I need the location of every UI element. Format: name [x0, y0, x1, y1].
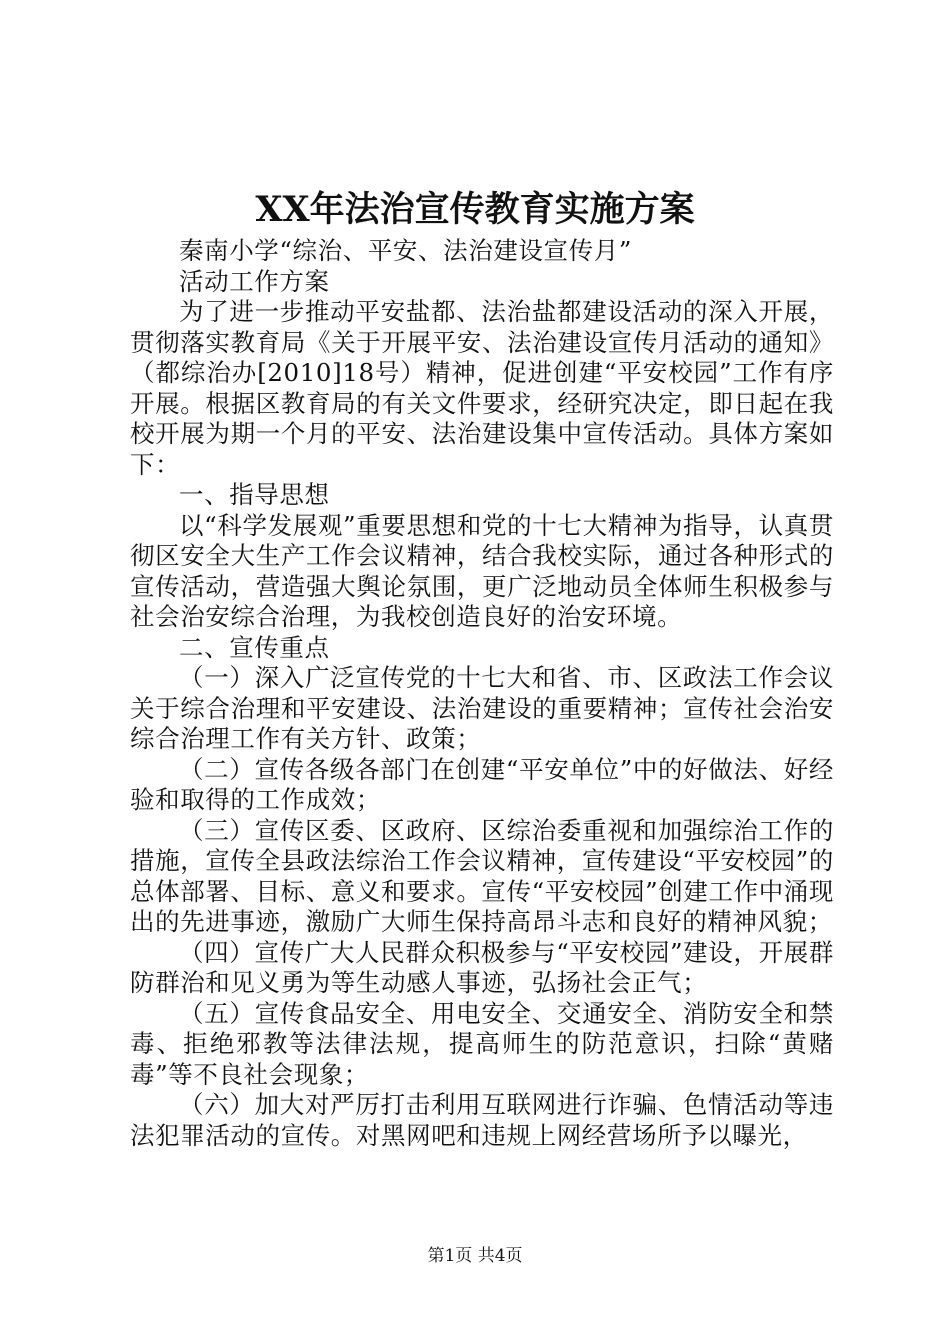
document-title: XX年法治宣传教育实施方案: [255, 189, 695, 230]
section-heading-publicity-focus: 二、宣传重点: [179, 632, 330, 662]
focus-item-2: （二）宣传各级各部门在创建“平安单位”中的好做法、好经验和取得的工作成效；: [130, 754, 834, 814]
focus-item-3: （三）宣传区委、区政府、区综治委重视和加强综治工作的措施，宣传全县政法综治工作会议精神，宣传建设“平安校园”的总体部署、目标、意义和要求。宣传“平安校园”创建工作中涌现出的先进事迹，激励广大师生保持高昂斗志和良好的精神风貌；: [130, 815, 834, 936]
intro-paragraph: 为了进一步推动平安盐都、法治盐都建设活动的深入开展，贯彻落实教育局《关于开展平安、法治建设宣传月活动的通知》（都综治办[2010]18号）精神，促进创建“平安校园”工作有序开展。根据区教育局的有关文件要求，经研究决定，即日起在我校开展为期一个月的平安、法治建设集中宣传活动。具体方案如下：: [130, 297, 834, 479]
focus-item-1: （一）深入广泛宣传党的十七大和省、市、区政法工作会议关于综合治理和平安建设、法治建设的重要精神；宣传社会治安综合治理工作有关方针、政策；: [130, 663, 834, 753]
focus-item-6: （六）加大对严厉打击利用互联网进行诈骗、色情活动等违法犯罪活动的宣传。对黑网吧和违规上网经营场所予以曝光，: [130, 1090, 834, 1150]
subtitle-line-1: 秦南小学“综治、平安、法治建设宣传月”: [179, 236, 632, 265]
focus-item-4: （四）宣传广大人民群众积极参与“平安校园”建设，开展群防群治和见义勇为等生动感人事迹，弘扬社会正气；: [130, 937, 834, 997]
section-heading-guiding-ideology: 一、指导思想: [179, 480, 330, 509]
page-number: 第1页 共4页: [427, 1246, 523, 1266]
subtitle-line-2: 活动工作方案: [179, 266, 330, 296]
document-body: [130, 236, 834, 1151]
focus-item-5: （五）宣传食品安全、用电安全、交通安全、消防安全和禁毒、拒绝邪教等法律法规，提高师生的防范意识，扫除“黄赌毒”等不良社会现象；: [130, 998, 834, 1089]
guiding-ideology-paragraph: 以“科学发展观”重要思想和党的十七大精神为指导，认真贯彻区安全大生产工作会议精神，结合我校实际，通过各种形式的宣传活动，营造强大舆论氛围，更广泛地动员全体师生积极参与社会治安综合治理，为我校创造良好的治安环境。: [130, 510, 834, 631]
